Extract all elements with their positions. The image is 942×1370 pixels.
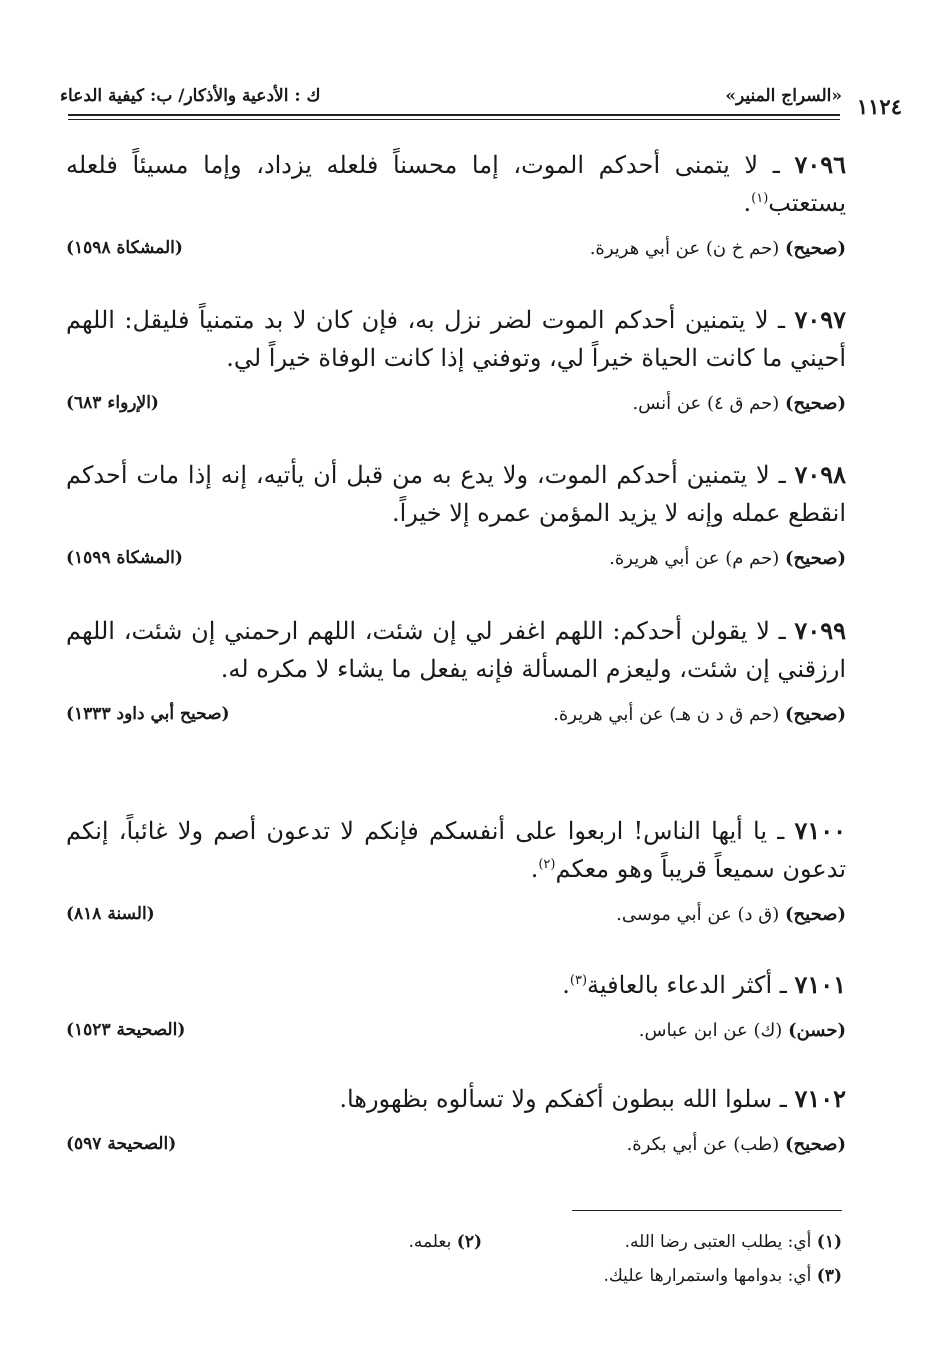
hadith-text bbox=[66, 966, 846, 1004]
hadith-grade-line bbox=[616, 904, 846, 925]
separator: ـ bbox=[777, 306, 786, 334]
hadith-reference: (صحيح أبي داود ١٣٣٣) bbox=[66, 704, 230, 724]
hadith-body: لا يقولن أحدكم: اللهم اغفر لي إن شئت، اللهم ارحمني إن شئت، اللهم ارزقني إن شئت، وليعزم المسألة فإنه يفعل ما يشاء لا مكره له. bbox=[66, 617, 846, 683]
hadith-reference: (المشكاة ١٥٩٩) bbox=[66, 548, 183, 568]
hadith-grade-line bbox=[639, 1020, 846, 1041]
footnote-mark: (٣) bbox=[569, 973, 588, 988]
footnote-mark: (١) bbox=[751, 191, 769, 206]
separator: ـ bbox=[778, 461, 786, 489]
hadith-reference: (الصحيحة ٥٩٧) bbox=[66, 1134, 177, 1154]
footnote-3 bbox=[603, 1259, 842, 1293]
hadith-sources: (حم م) عن أبي هريرة. bbox=[609, 548, 780, 569]
hadith-tail: . bbox=[743, 189, 752, 217]
hadith-sources: (حم ق ٤) عن أنس. bbox=[632, 393, 780, 414]
hadith-meta bbox=[66, 238, 846, 268]
hadith-meta bbox=[66, 704, 846, 734]
footnote-mark: (٢) bbox=[538, 857, 556, 872]
hadith-grade-line bbox=[609, 548, 846, 569]
hadith-grade: (صحيح) bbox=[785, 238, 846, 259]
hadith-grade-line bbox=[553, 704, 846, 725]
hadith-grade: (صحيح) bbox=[785, 904, 846, 925]
hadith-grade-line bbox=[627, 1134, 846, 1155]
hadith-text bbox=[66, 812, 846, 888]
footnote-text: أي: يطلب العتبى رضا الله. bbox=[624, 1232, 812, 1252]
hadith-text bbox=[66, 612, 846, 688]
footnote-1 bbox=[625, 1225, 842, 1259]
hadith-text bbox=[66, 1080, 846, 1118]
footnote-rule bbox=[572, 1210, 842, 1211]
hadith-grade: (صحيح) bbox=[785, 704, 846, 725]
hadith-entry bbox=[66, 812, 846, 934]
hadith-sources: (طب) عن أبي بكرة. bbox=[626, 1134, 780, 1155]
hadith-grade: (صحيح) bbox=[785, 393, 846, 414]
footnotes bbox=[80, 1225, 842, 1293]
hadith-number: ٧٠٩٦ bbox=[794, 150, 846, 179]
hadith-tail: . bbox=[530, 855, 539, 883]
footnote-number: (٢) bbox=[456, 1232, 482, 1252]
separator: ـ bbox=[777, 817, 785, 845]
hadith-text bbox=[66, 146, 846, 222]
separator: ـ bbox=[779, 1085, 787, 1113]
hadith-reference: (الإرواء ٦٨٣) bbox=[66, 393, 159, 413]
hadith-number: ٧١٠٠ bbox=[794, 816, 846, 845]
footnote-row bbox=[80, 1259, 842, 1293]
hadith-body: أكثر الدعاء بالعافية bbox=[587, 971, 773, 999]
hadith-entry bbox=[66, 456, 846, 578]
hadith-number: ٧٠٩٨ bbox=[794, 460, 846, 489]
hadith-meta bbox=[66, 548, 846, 578]
footnote-number: (١) bbox=[816, 1232, 842, 1252]
hadith-grade: (صحيح) bbox=[785, 548, 846, 569]
header-rule bbox=[68, 114, 840, 116]
hadith-number: ٧٠٩٧ bbox=[794, 305, 846, 334]
footnote-number: (٣) bbox=[816, 1266, 842, 1286]
hadith-reference: (الصحيحة ١٥٢٣) bbox=[66, 1020, 186, 1040]
separator: ـ bbox=[772, 151, 780, 179]
hadith-entry bbox=[66, 146, 846, 268]
hadith-meta bbox=[66, 1134, 846, 1164]
hadith-tail: . bbox=[562, 971, 570, 999]
hadith-sources: (ق د) عن أبي موسى. bbox=[616, 904, 780, 925]
hadith-entry bbox=[66, 1080, 846, 1164]
hadith-meta bbox=[66, 904, 846, 934]
hadith-grade-line bbox=[590, 238, 846, 259]
hadith-sources: (حم خ ن) عن أبي هريرة. bbox=[589, 238, 780, 259]
header-rule-thin bbox=[68, 119, 840, 120]
hadith-body: يا أيها الناس! اربعوا على أنفسكم فإنكم لا تدعون أصم ولا غائباً، إنكم تدعون سميعاً قريباً وهو معكم bbox=[66, 817, 846, 883]
hadith-reference: (المشكاة ١٥٩٨) bbox=[66, 238, 183, 258]
book-title: «السراج المنير» bbox=[725, 86, 842, 106]
hadith-number: ٧١٠٢ bbox=[794, 1084, 846, 1113]
hadith-grade: (حسن) bbox=[788, 1020, 846, 1041]
running-header bbox=[60, 80, 842, 112]
hadith-number: ٧١٠١ bbox=[794, 970, 846, 999]
hadith-meta bbox=[66, 1020, 846, 1050]
hadith-meta bbox=[66, 393, 846, 423]
hadith-entry bbox=[66, 966, 846, 1050]
hadith-body: لا يتمنين أحدكم الموت، ولا يدع به من قبل أن يأتيه، إنه إذا مات أحدكم انقطع عمله وإنه لا يزيد المؤمن عمره إلا خيراً. bbox=[66, 461, 846, 527]
chapter-title: ك : الأدعية والأذكار/ ب: كيفية الدعاء bbox=[60, 86, 321, 106]
hadith-reference: (السنة ٨١٨) bbox=[66, 904, 155, 924]
hadith-number: ٧٠٩٩ bbox=[794, 616, 846, 645]
footnote-2 bbox=[408, 1225, 482, 1259]
footnote-text: بعلمه. bbox=[408, 1232, 452, 1252]
separator: ـ bbox=[778, 617, 786, 645]
hadith-entry bbox=[66, 301, 846, 423]
footnote-row bbox=[80, 1225, 842, 1259]
hadith-body: لا يتمنى أحدكم الموت، إما محسناً فلعله يزداد، وإما مسيئاً فلعله يستعتب bbox=[66, 151, 846, 217]
footnote-text: أي: بدوامها واستمرارها عليك. bbox=[603, 1266, 812, 1286]
separator: ـ bbox=[779, 971, 787, 999]
page-number: ١١٢٤ bbox=[856, 94, 902, 119]
hadith-sources: (حم ق د ن هـ) عن أبي هريرة. bbox=[553, 704, 780, 725]
hadith-entry bbox=[66, 612, 846, 734]
hadith-text bbox=[66, 301, 846, 377]
hadith-grade-line bbox=[632, 393, 846, 414]
hadith-body: سلوا الله ببطون أكفكم ولا تسألوه بظهورها. bbox=[339, 1085, 773, 1113]
hadith-text bbox=[66, 456, 846, 532]
hadith-sources: (ك) عن ابن عباس. bbox=[638, 1020, 783, 1041]
hadith-grade: (صحيح) bbox=[785, 1134, 846, 1155]
hadith-body: لا يتمنين أحدكم الموت لضر نزل به، فإن كان لا بد متمنياً فليقل: اللهم أحيني ما كانت الحياة خيراً لي، وتوفني إذا كانت الوفاة خيراً لي. bbox=[66, 306, 846, 372]
